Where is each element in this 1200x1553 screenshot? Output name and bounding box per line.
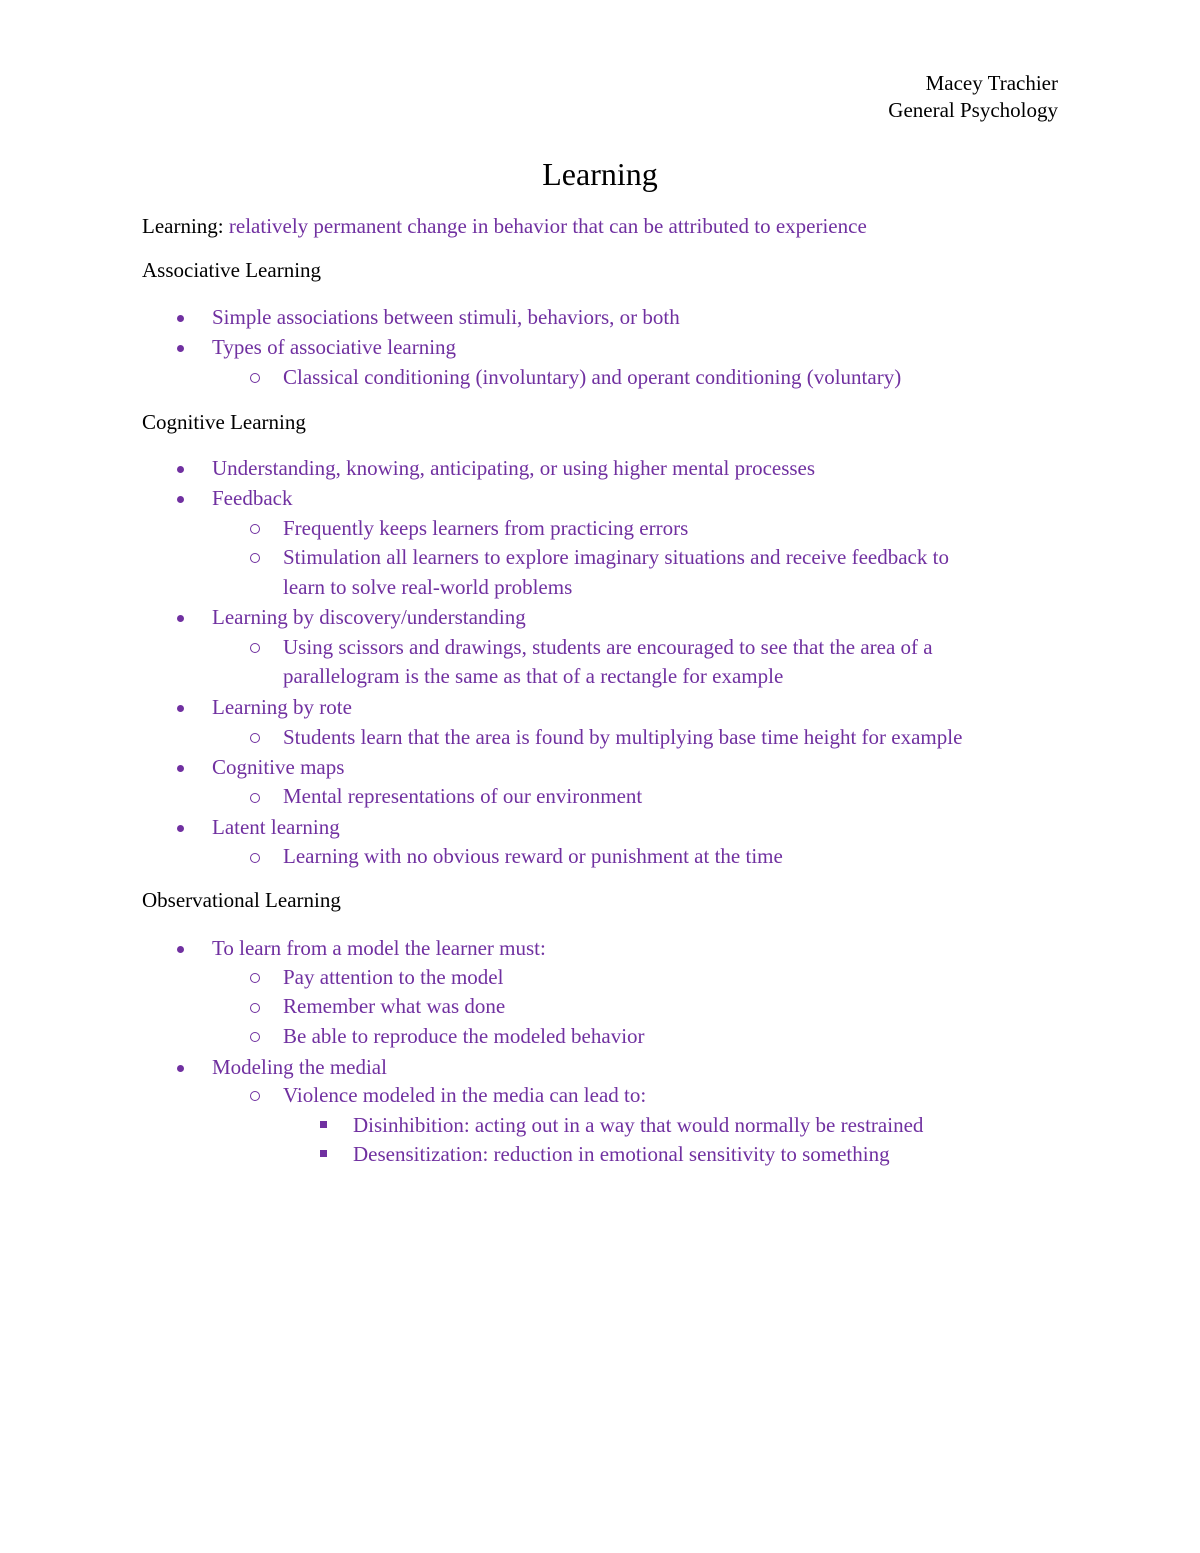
list-item: Be able to reproduce the modeled behavior	[283, 1024, 645, 1048]
list-item: Mental representations of our environment	[283, 784, 643, 808]
list-item-continuation: learn to solve real-world problems	[283, 575, 573, 599]
bullet-circle-icon	[250, 524, 260, 534]
bullet-dot-icon	[177, 496, 184, 503]
list-item: Remember what was done	[283, 994, 506, 1018]
list-item: Learning with no obvious reward or punishment at the time	[283, 844, 783, 868]
list-item: Classical conditioning (involuntary) and operant conditioning (voluntary)	[283, 365, 902, 389]
list-item: Understanding, knowing, anticipating, or using higher mental processes	[212, 456, 816, 480]
list-item: Using scissors and drawings, students are encouraged to see that the area of a	[283, 635, 933, 659]
bullet-circle-icon	[250, 853, 260, 863]
list-item: Types of associative learning	[212, 335, 457, 359]
bullet-circle-icon	[250, 1091, 260, 1101]
document-header	[888, 70, 1058, 124]
list-item: Simple associations between stimuli, behaviors, or both	[212, 305, 680, 329]
author-name: Macey Trachier	[925, 71, 1058, 95]
bullet-circle-icon	[250, 793, 260, 803]
bullet-dot-icon	[177, 765, 184, 772]
bullet-dot-icon	[177, 345, 184, 352]
list-item-continuation: parallelogram is the same as that of a rectangle for example	[283, 664, 784, 688]
bullet-circle-icon	[250, 973, 260, 983]
list-item: Learning by rote	[212, 695, 352, 719]
definition-line	[142, 212, 867, 241]
section-heading-cognitive: Cognitive Learning	[142, 410, 306, 434]
list-item: Disinhibition: acting out in a way that would normally be restrained	[353, 1113, 924, 1137]
bullet-circle-icon	[250, 1003, 260, 1013]
bullet-circle-icon	[250, 733, 260, 743]
list-item: Desensitization: reduction in emotional sensitivity to something	[353, 1142, 890, 1166]
list-item: Cognitive maps	[212, 755, 345, 779]
list-item: Latent learning	[212, 815, 340, 839]
page-title: Learning	[542, 156, 658, 192]
bullet-dot-icon	[177, 1065, 184, 1072]
list-item: Learning by discovery/understanding	[212, 605, 526, 629]
bullet-circle-icon	[250, 373, 260, 383]
course-name: General Psychology	[888, 98, 1058, 122]
list-item: Feedback	[212, 486, 293, 510]
list-item: Pay attention to the model	[283, 965, 504, 989]
bullet-dot-icon	[177, 946, 184, 953]
list-item: Modeling the medial	[212, 1055, 387, 1079]
bullet-dot-icon	[177, 705, 184, 712]
definition-text: relatively permanent change in behavior that can be attributed to experience	[223, 214, 867, 238]
bullet-square-icon	[320, 1150, 327, 1157]
list-item: Frequently keeps learners from practicing errors	[283, 516, 689, 540]
bullet-dot-icon	[177, 466, 184, 473]
bullet-dot-icon	[177, 825, 184, 832]
bullet-circle-icon	[250, 643, 260, 653]
list-item: Stimulation all learners to explore imaginary situations and receive feedback to	[283, 545, 949, 569]
bullet-circle-icon	[250, 553, 260, 563]
list-item: Students learn that the area is found by multiplying base time height for example	[283, 725, 963, 749]
section-heading-observational: Observational Learning	[142, 888, 341, 912]
bullet-circle-icon	[250, 1032, 260, 1042]
bullet-square-icon	[320, 1121, 327, 1128]
definition-term: Learning:	[142, 214, 224, 238]
list-item: To learn from a model the learner must:	[212, 936, 546, 960]
bullet-dot-icon	[177, 315, 184, 322]
bullet-dot-icon	[177, 615, 184, 622]
list-item: Violence modeled in the media can lead to:	[283, 1083, 647, 1107]
section-heading-associative: Associative Learning	[142, 258, 322, 282]
